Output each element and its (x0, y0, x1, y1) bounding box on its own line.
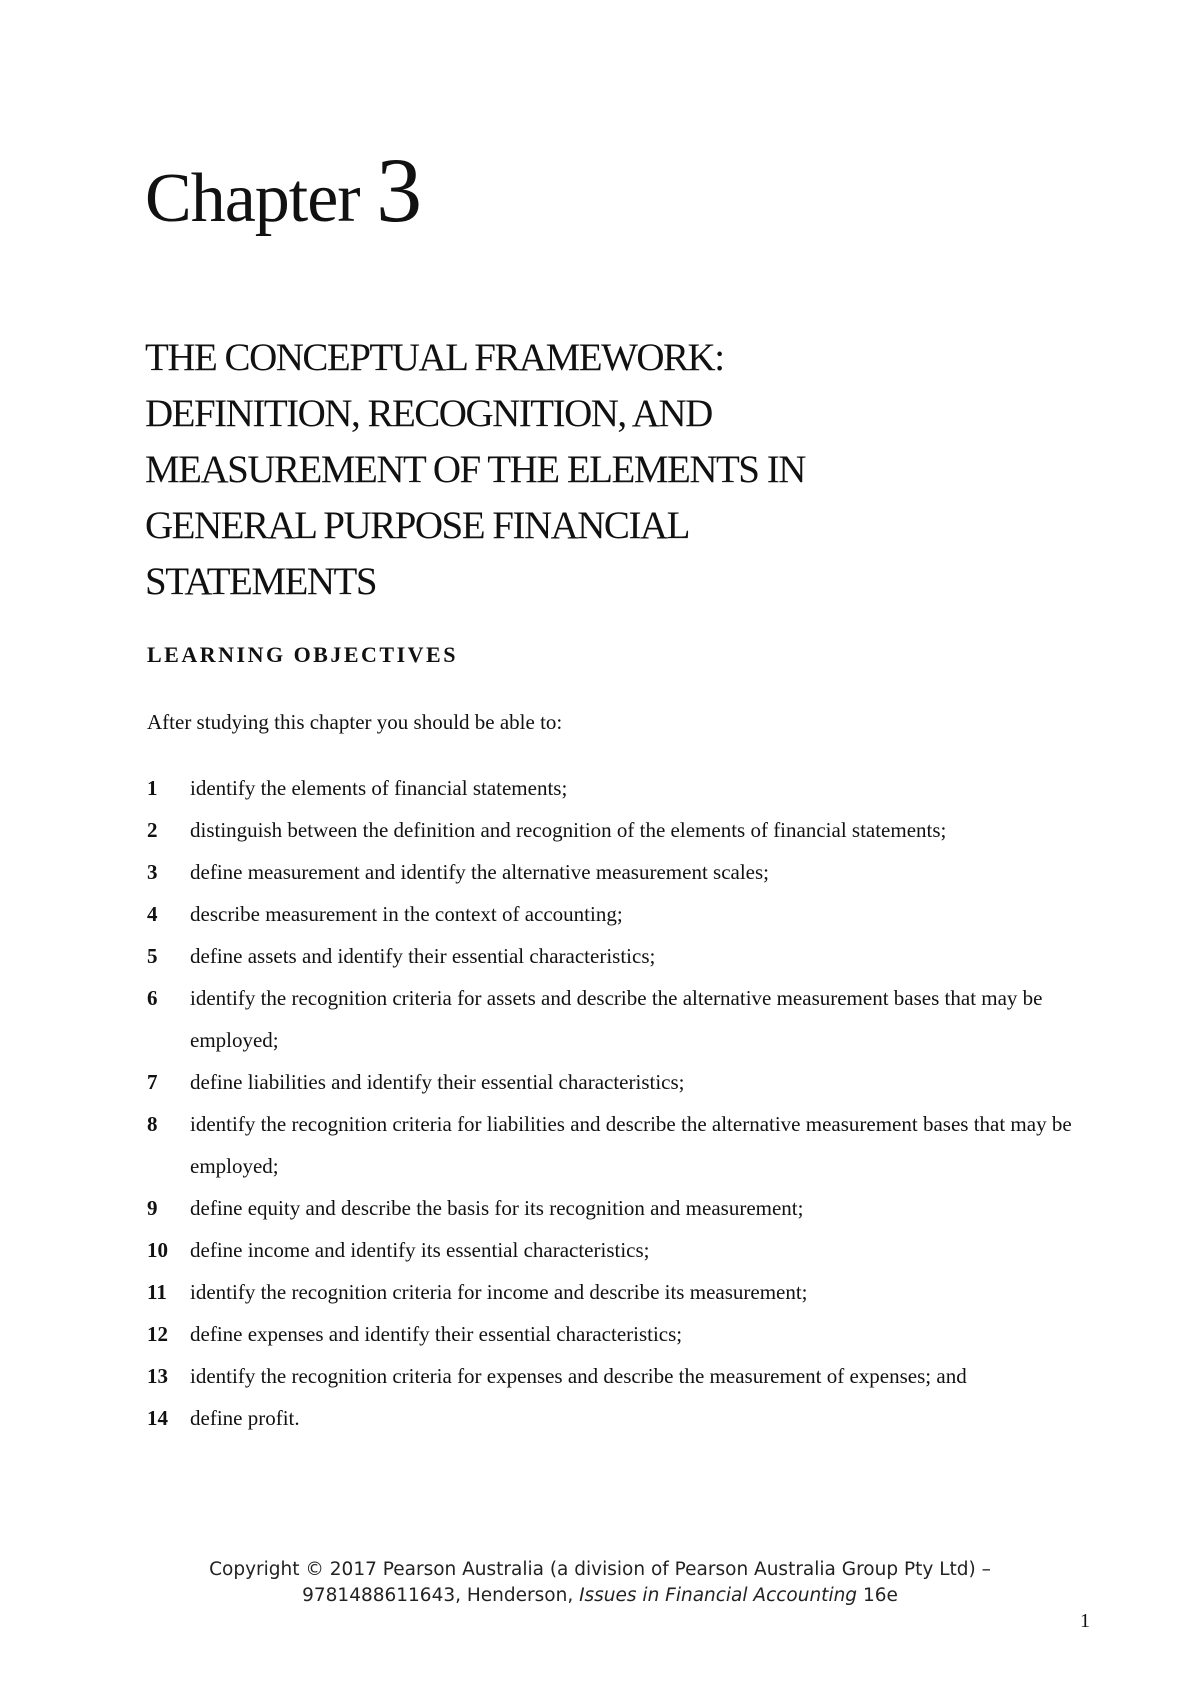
item-text: define profit. (190, 1406, 300, 1430)
item-text: define income and identify its essential characteristics; (190, 1238, 650, 1262)
chapter-title-line: STATEMENTS (145, 560, 377, 603)
item-number: 14 (147, 1406, 168, 1430)
item-number: 8 (147, 1112, 158, 1136)
page-number: 1 (1080, 1610, 1090, 1632)
list-item (147, 809, 1097, 851)
chapter-label: Chapter (145, 160, 360, 237)
item-text: identify the recognition criteria for income and describe its measurement; (190, 1280, 808, 1304)
chapter-title-line: DEFINITION, RECOGNITION, AND (145, 392, 712, 435)
list-item (147, 1313, 1097, 1355)
chapter-title-line: THE CONCEPTUAL FRAMEWORK: (145, 336, 724, 379)
copyright-notice (0, 1557, 1200, 1609)
copyright-line: Copyright © 2017 Pearson Australia (a division of Pearson Australia Group Pty Ltd) – (209, 1559, 991, 1580)
item-text: define expenses and identify their essential characteristics; (190, 1322, 683, 1346)
item-text: identify the recognition criteria for assets and describe the alternative measurement bases that may be employed; (190, 986, 1043, 1052)
item-number: 1 (147, 776, 158, 800)
item-number: 6 (147, 986, 158, 1010)
copyright-line (0, 1583, 1200, 1609)
list-item (147, 1061, 1097, 1103)
item-number: 11 (147, 1280, 167, 1304)
item-text: define assets and identify their essential characteristics; (190, 944, 656, 968)
list-item (147, 893, 1097, 935)
item-number: 4 (147, 902, 158, 926)
copyright-isbn-author: 9781488611643, Henderson, (302, 1585, 580, 1606)
list-item (147, 977, 1097, 1061)
chapter-title-line: GENERAL PURPOSE FINANCIAL (145, 504, 689, 547)
item-text: identify the recognition criteria for liabilities and describe the alternative measurement bases that may be employed; (190, 1112, 1072, 1178)
list-item (147, 1355, 1097, 1397)
learning-objectives-intro: After studying this chapter you should be able to: (147, 710, 563, 734)
item-text: describe measurement in the context of accounting; (190, 902, 623, 926)
item-number: 2 (147, 818, 158, 842)
item-text: define liabilities and identify their essential characteristics; (190, 1070, 685, 1094)
list-item (147, 1397, 1097, 1439)
item-text: define equity and describe the basis for its recognition and measurement; (190, 1196, 804, 1220)
chapter-number: 3 (376, 139, 422, 241)
item-number: 13 (147, 1364, 168, 1388)
item-text: define measurement and identify the alternative measurement scales; (190, 860, 770, 884)
list-item (147, 1229, 1097, 1271)
list-item (147, 851, 1097, 893)
item-text: identify the elements of financial statements; (190, 776, 568, 800)
list-item (147, 1271, 1097, 1313)
item-number: 9 (147, 1196, 158, 1220)
book-title: Issues in Financial Accounting (579, 1585, 858, 1606)
learning-objectives-list (147, 767, 1097, 1439)
list-item (147, 767, 1097, 809)
item-number: 3 (147, 860, 158, 884)
item-text: identify the recognition criteria for expenses and describe the measurement of expenses; and (190, 1364, 967, 1388)
item-number: 5 (147, 944, 158, 968)
item-number: 12 (147, 1322, 168, 1346)
item-number: 7 (147, 1070, 158, 1094)
chapter-title (145, 330, 1125, 610)
list-item (147, 1187, 1097, 1229)
learning-objectives-heading: LEARNING OBJECTIVES (147, 642, 458, 667)
book-edition: 16e (857, 1585, 898, 1606)
chapter-heading (145, 139, 422, 241)
list-item (147, 1103, 1097, 1187)
chapter-title-line: MEASUREMENT OF THE ELEMENTS IN (145, 448, 805, 491)
item-text: distinguish between the definition and recognition of the elements of financial statements; (190, 818, 947, 842)
list-item (147, 935, 1097, 977)
item-number: 10 (147, 1238, 168, 1262)
